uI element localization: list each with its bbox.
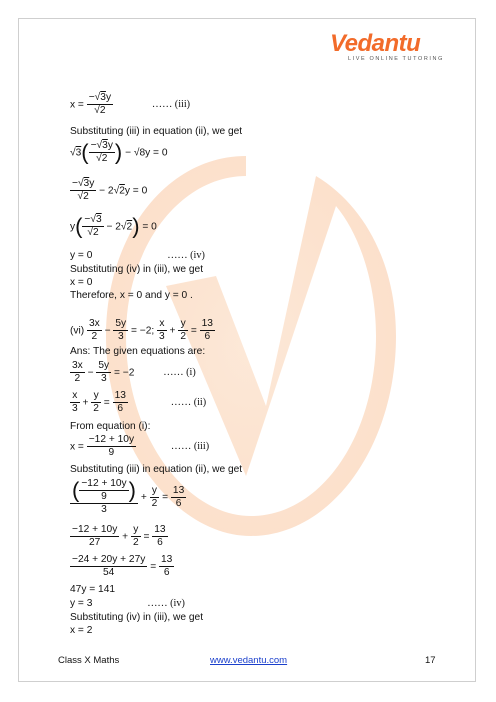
eq-y: y = 3	[70, 598, 93, 609]
eq-x-iii: x = $\frac{-√3y}{√2}$ …… (iii)	[70, 92, 191, 117]
eq-tag: …… (iii)	[170, 441, 210, 453]
eq-x0: x = 0	[70, 277, 93, 288]
eq-term: − √8y = 0	[125, 147, 168, 159]
logo-brand: Vedantu	[330, 30, 421, 57]
eq-step-1: $\frac{-12 + 10y}{27}$ + $\frac{y}{2}$ = $\frac{13}{6}$	[72, 524, 166, 549]
eq-simplified: $\frac{-√3y}{√2}$ − 2√2y = 0	[72, 178, 148, 203]
text-line: Substituting (iii) in equation (ii), we get	[70, 126, 243, 137]
footer-page-number: 17	[425, 655, 436, 666]
eq-substituted-b: ( $\frac{-12 + 10y}{9}$ ) 3 + $\frac{y}{2}$ = $\frac{13}{6}$	[72, 477, 185, 516]
eq-x2: x = 2	[70, 625, 93, 636]
eq-y: y = 0	[70, 250, 93, 261]
eq-tag: …… (ii)	[170, 397, 207, 409]
text-line: Substituting (iii) in equation (ii), we get	[70, 464, 243, 475]
eq-i: $\frac{3x}{2}$ − $\frac{5y}{3}$ = −2 …… (i)	[72, 360, 196, 385]
text-ans: Ans: The given equations are:	[70, 346, 206, 357]
eq-step-2: $\frac{-24 + 20y + 27y}{54}$ = $\frac{13}{6}$	[72, 554, 173, 579]
eq-tag: …… (iii)	[151, 99, 191, 111]
question-vi: (vi) $\frac{3x}{2}$ − $\frac{5y}{3}$ = −2; $\frac{x}{3}$ + $\frac{y}{2}$ = $\frac{13}{6}$	[70, 318, 213, 343]
eq-x-iii-b: x = $\frac{-12 + 10y}{9}$ …… (iii)	[70, 434, 210, 459]
eq-47y: 47y = 141	[70, 584, 116, 595]
eq-tag: …… (iv)	[147, 598, 185, 609]
eq-factored: y( $\frac{-√3}{√2}$ − 2√2) = 0	[70, 213, 157, 239]
question-label: (vi)	[70, 325, 85, 337]
eq-tag: …… (i)	[163, 367, 196, 379]
eq-y3-iv	[70, 598, 185, 610]
text-therefore: Therefore, x = 0 and y = 0 .	[70, 290, 193, 301]
footer-class: Class X Maths	[58, 655, 120, 666]
eq-ii: $\frac{x}{3}$ + $\frac{y}{2}$ = $\frac{13}{6}$ …… (ii)	[72, 390, 207, 415]
text-line: Substituting (iv) in (iii), we get	[70, 612, 204, 623]
eq-y-iv	[70, 250, 205, 262]
eq-tag: …… (iv)	[167, 250, 205, 261]
eq-substituted: √3( $\frac{-√3y}{√2}$ ) − √8y = 0	[70, 139, 168, 165]
text-line: Substituting (iv) in (iii), we get	[70, 264, 204, 275]
logo-tagline: LIVE ONLINE TUTORING	[348, 56, 444, 62]
vedantu-logo	[330, 30, 460, 62]
footer-link[interactable]: www.vedantu.com	[210, 655, 288, 666]
text-from-i: From equation (i):	[70, 421, 151, 432]
